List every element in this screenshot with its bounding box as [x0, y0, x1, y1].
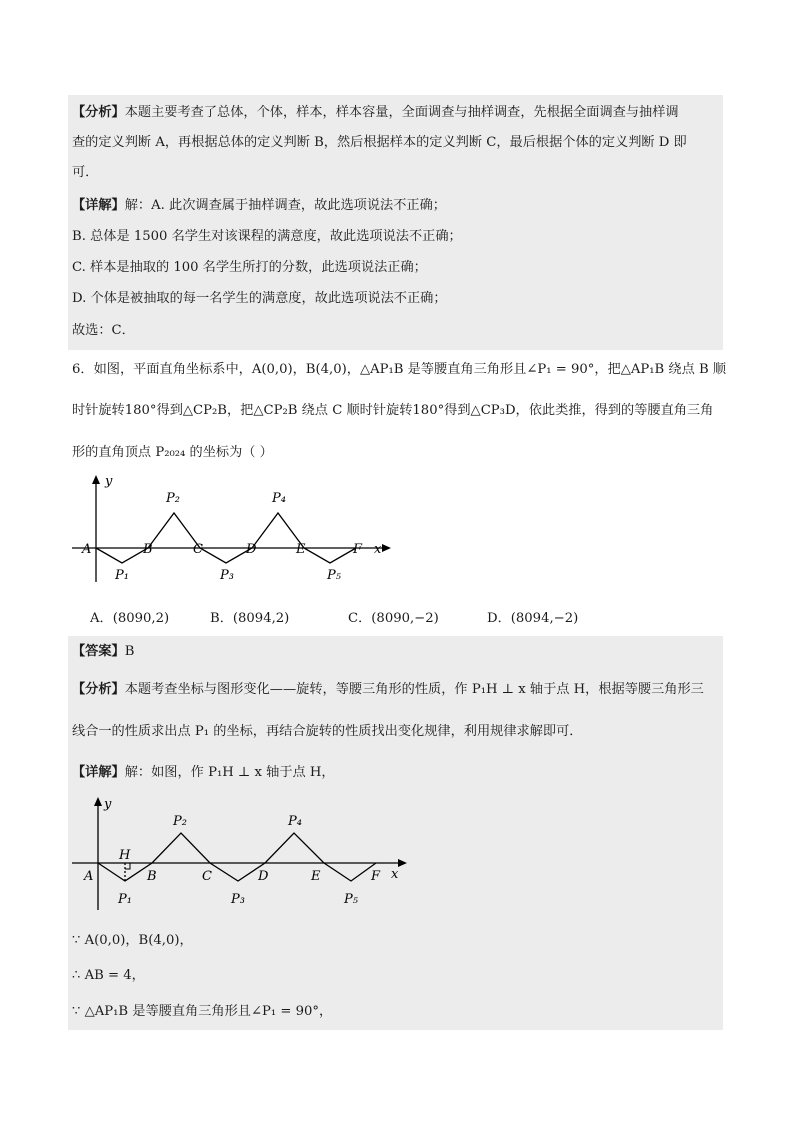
point-A: A — [82, 542, 92, 557]
detail-line-d: D. 个体是被抽取的每一名学生的满意度，故此选项说法不正确； — [72, 291, 447, 306]
point-P5-2: P₅ — [344, 892, 358, 907]
point-P3-2: P₃ — [231, 892, 245, 907]
point-P4-2: P₄ — [288, 814, 302, 829]
point-P1-2: P₁ — [118, 892, 132, 907]
step-1: ∵ A(0,0)，B(4,0)， — [72, 933, 193, 948]
option-a: A．(8090,2) — [90, 611, 170, 626]
answer-line: 【答案】B — [72, 644, 135, 659]
point-E-2: E — [311, 869, 321, 884]
detail-line-a: 【详解】解：A. 此次调查属于抽样调查，故此选项说法不正确； — [72, 198, 446, 213]
point-P2: P₂ — [166, 491, 180, 506]
analysis-line-1: 【分析】本题主要考查了总体，个体，样本，样本容量，全面调查与抽样调查，先根据全面调查与抽样调 — [72, 105, 679, 120]
detail-choice: 故选：C． — [72, 323, 135, 338]
detail-line-c: C. 样本是抽取的 100 名学生所打的分数，此选项说法正确； — [72, 260, 427, 275]
point-B: B — [143, 542, 153, 557]
point-P4: P₄ — [272, 491, 286, 506]
analysis-line-3: 可． — [72, 165, 99, 180]
option-d: D．(8094,−2) — [487, 611, 579, 626]
point-P2-2: P₂ — [173, 814, 187, 829]
zigzag-figure-1 — [60, 470, 400, 600]
point-P5: P₅ — [327, 568, 341, 583]
y-axis-label-2: y — [104, 797, 112, 812]
point-H: H — [119, 848, 131, 863]
analysis2-line-1: 【分析】本题考查坐标与图形变化——旋转，等腰三角形的性质，作 P₁H ⊥ x 轴于点 H，根据等腰三角形三 — [72, 682, 704, 697]
detail-line-b: B. 总体是 1500 名学生对该课程的满意度，故此选项说法不正确； — [72, 229, 462, 244]
analysis2-line-2: 线合一的性质求出点 P₁ 的坐标，再结合旋转的性质找出变化规律，利用规律求解即可． — [72, 724, 583, 739]
point-D-2: D — [258, 869, 269, 884]
x-axis-label-2: x — [391, 867, 399, 882]
point-F: F — [353, 542, 363, 557]
point-E: E — [296, 542, 306, 557]
detail2-line-1: 【详解】解：如图，作 P₁H ⊥ x 轴于点 H， — [72, 765, 335, 780]
point-A-2: A — [84, 869, 94, 884]
x-axis-label: x — [374, 542, 382, 557]
question-line-1: 6．如图，平面直角坐标系中，A(0,0)，B(4,0)，△AP₁B 是等腰直角三角形且∠P₁ = 90°，把△AP₁B 绕点 B 顺 — [72, 362, 727, 377]
option-b: B．(8094,2) — [210, 611, 290, 626]
step-3: ∵ △AP₁B 是等腰直角三角形且∠P₁ = 90°， — [72, 1004, 333, 1019]
zigzag-figure-2 — [60, 790, 420, 920]
point-B-2: B — [147, 869, 157, 884]
point-P3: P₃ — [220, 568, 234, 583]
analysis-line-2: 查的定义判断 A，再根据总体的定义判断 B，然后根据样本的定义判断 C，最后根据个体的定义判断 D 即 — [72, 135, 687, 150]
step-2: ∴ AB = 4， — [72, 968, 145, 983]
y-axis-label: y — [105, 474, 113, 489]
question-line-2: 时针旋转180°得到△CP₂B，把△CP₂B 绕点 C 顺时针旋转180°得到△CP₃D，依此类推，得到的等腰直角三角 — [72, 403, 714, 418]
option-c: C．(8090,−2) — [348, 611, 439, 626]
question-line-3: 形的直角顶点 P₂₀₂₄ 的坐标为（ ） — [72, 445, 273, 460]
point-P1: P₁ — [115, 568, 129, 583]
point-C-2: C — [202, 869, 212, 884]
point-D: D — [246, 542, 257, 557]
point-F-2: F — [371, 869, 381, 884]
point-C: C — [193, 542, 203, 557]
